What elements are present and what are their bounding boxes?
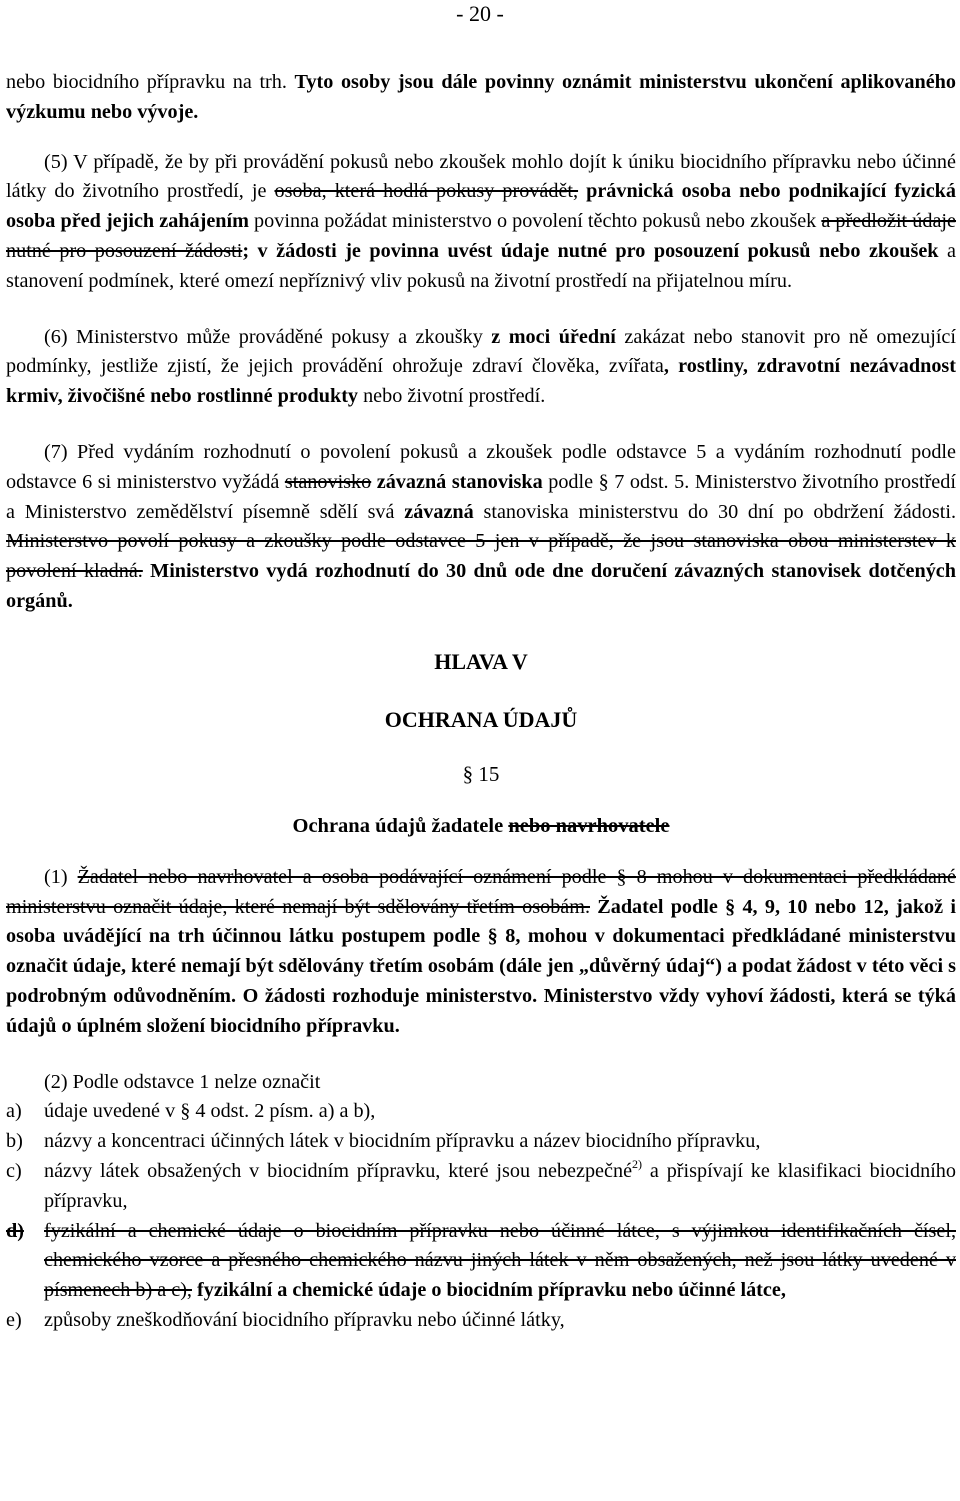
section-number: § 15 (462, 761, 500, 786)
list-item (6, 1157, 956, 1217)
text: nebo životní prostředí. (358, 385, 546, 408)
paragraph-7 (6, 438, 956, 617)
section-title (6, 811, 956, 841)
letter-list (6, 1097, 956, 1335)
deleted-text: nebo navrhovatele (508, 814, 670, 837)
list-text-part: a přispívají ke klasifikaci biocidního přípravku, (44, 1159, 956, 1212)
amendment-text: právnická osoba nebo podnikající fyzická osoba před jejich zahájením (6, 180, 956, 233)
list-text: údaje uvedené v § 4 odst. 2 písm. a) a b), (44, 1100, 376, 1123)
text: (6) Ministerstvo může prováděné pokusy a zkoušky (44, 325, 492, 348)
document-body (6, 68, 956, 1336)
list-text (44, 1157, 956, 1217)
page-number: - 20 - (456, 1, 504, 26)
text: zakázat nebo stanovit pro ně omezující podmínky, jestliže zjistí, že jejich provádění ohrožuje zdraví člověka, zvířata (6, 325, 956, 378)
list-text (44, 1217, 956, 1306)
amendment-text: z moci úřední (491, 325, 616, 348)
text: (5) V případě, že by při provádění pokusů nebo zkoušek mohlo dojít k úniku biocidního přípravku nebo účinné látky do životního prostředí, je (6, 150, 956, 203)
list-item (6, 1097, 956, 1127)
list-marker: a) (6, 1100, 22, 1123)
amendment-text: fyzikální a chemické údaje o biocidním přípravku nebo účinné látce, (191, 1279, 786, 1302)
footnote-ref: 2) (632, 1156, 643, 1171)
paragraph-5 (6, 148, 956, 297)
deleted-text: Žadatel nebo navrhovatel a osoba podávající oznámení podle § 8 mohou v dokumentaci předkládané ministerstvu označit údaje, které nemají být sdělovány třetím osobám. (6, 865, 956, 918)
subsection-2-intro (6, 1068, 956, 1098)
amendment-text: závazná stanoviska (371, 470, 543, 493)
part-title: OCHRANA ÚDAJŮ (384, 706, 578, 732)
list-item (6, 1217, 956, 1306)
section-title-text: Ochrana údajů žadatele (292, 814, 509, 837)
deleted-text: fyzikální a chemické údaje o biocidním přípravku nebo účinné látce, s výjimkou identifikačních čísel, chemického vzorce a přesného chemického názvu jiných látek v něm obsažených, než jsou látky uvedené v písmenech b) a c), (44, 1219, 956, 1302)
paragraph-6 (6, 323, 956, 412)
list-marker: b) (6, 1130, 23, 1153)
list-text-part: názvy látek obsažených v biocidním přípravku, které jsou nebezpečné (44, 1159, 633, 1182)
text: a stanovení podmínek, které omezí nepříznivý vliv pokusů na životní prostředí na přijatelnou míru. (6, 239, 956, 292)
deleted-text: osoba, která hodlá pokusy provádět, (274, 180, 579, 203)
paragraph-intro (6, 68, 956, 128)
text: podle § 7 odst. 5. Ministerstvo životního prostředí a Ministerstvo zemědělství písemně sdělí svá (6, 470, 956, 523)
subsection-1 (6, 863, 956, 1042)
amendment-text: Žadatel podle § 4, 9, 10 nebo 12, jakož i osoba uvádějící na trh účinnou látku postupem podle § 8, mohou v dokumentaci předkládané ministerstvu označit údaje, které nemají být sdělovány třetím osobám (dále jen „důvěrný údaj“) a podat žádost v této věci s podrobným odůvodněním. O žádosti rozhoduje ministerstvo. Ministerstvo vždy vyhoví žádosti, která se týká údajů o úplném složení biocidního přípravku. (6, 895, 956, 1037)
text: (7) Před vydáním rozhodnutí o povolení pokusů a zkoušek podle odstavce 5 a vydáním rozhodnutí podle odstavce 6 si ministerstvo vyžádá (6, 440, 956, 493)
list-marker: d) (6, 1219, 24, 1242)
text: stanoviska ministerstvu do 30 dní po obdržení žádosti. (473, 500, 956, 523)
text: (1) (44, 865, 78, 888)
amendment-text: Tyto osoby jsou dále povinny oznámit ministerstvu ukončení aplikovaného výzkumu nebo vývoje. (6, 71, 956, 123)
list-item (6, 1127, 956, 1157)
amendment-text: závazná (404, 500, 474, 523)
list-marker: e) (6, 1308, 22, 1331)
deleted-text: Ministerstvo povolí pokusy a zkoušky podle odstavce 5 jen v případě, že jsou stanoviska obou ministerstev k povolení kladná. (6, 530, 956, 583)
deleted-text: stanovisko (284, 470, 372, 493)
text: povinna požádat ministerstvo o povolení těchto pokusů nebo zkoušek (248, 210, 822, 233)
amendment-text: , rostliny, zdravotní nezávadnost krmiv, živočišné nebo rostlinné produkty (6, 355, 956, 408)
list-text: názvy a koncentraci účinných látek v biocidním přípravku a název biocidního přípravku, (44, 1130, 761, 1153)
list-marker: c) (6, 1159, 22, 1182)
text: nebo biocidního přípravku na trh. (6, 71, 295, 93)
list-text: způsoby zneškodňování biocidního přípravku nebo účinné látky, (44, 1308, 565, 1331)
text: (2) Podle odstavce 1 nelze označit (44, 1070, 321, 1093)
part-heading: HLAVA V (434, 648, 528, 674)
deleted-text: a předložit údaje nutné pro posouzení žádosti (6, 210, 956, 262)
amendment-text: Ministerstvo vydá rozhodnutí do 30 dnů ode dne doručení závazných stanovisek dotčených orgánů. (6, 560, 956, 612)
amendment-text: ; v žádosti je povinna uvést údaje nutné pro posouzení pokusů nebo zkoušek (242, 239, 939, 262)
list-item (6, 1306, 956, 1336)
